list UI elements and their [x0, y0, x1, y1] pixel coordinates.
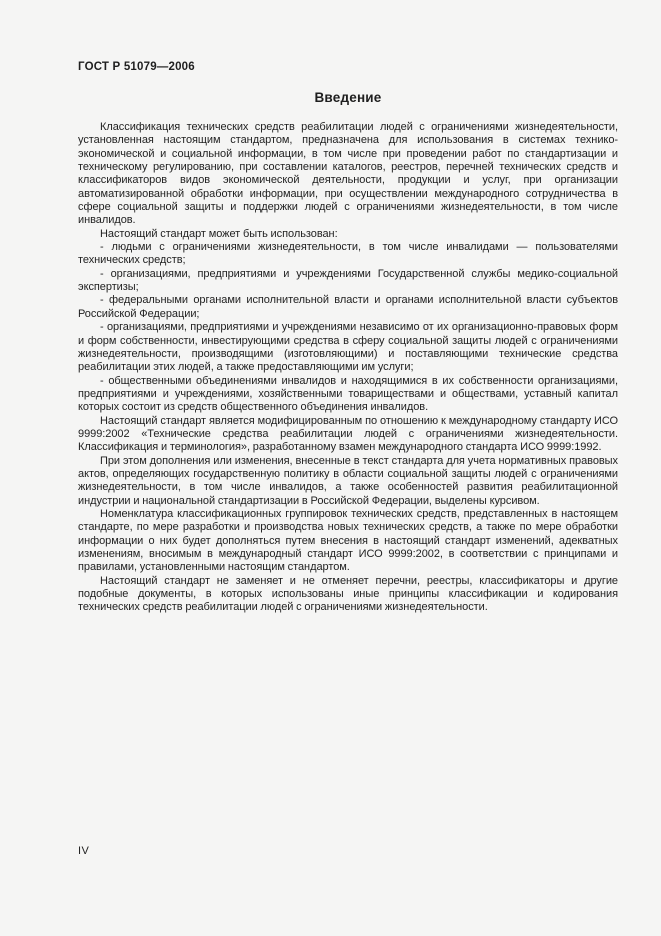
list-item-paragraph: - организациями, предприятиями и учреждениями независимо от их организационно-правовых форм и форм собственности, инвестирующими средства в сферу социальной защиты людей с ограничениями жизнедеятельности, производящими (изготовляющими) и поставляющими технические средства реабилитации этих людей, а также предоставляющими им услуги; [78, 321, 618, 374]
list-item-paragraph: - федеральными органами исполнительной власти и органами исполнительной власти субъектов Российской Федерации; [78, 294, 618, 320]
paragraph: Настоящий стандарт является модифицированным по отношению к международному стандарту ИСО 9999:2002 «Технические средства реабилитации людей с ограничениями жизнедеятельности. Классификация и терминология», разработанному взамен международного стандарта ИСО 9999:1992. [78, 414, 618, 454]
list-item-paragraph: - общественными объединениями инвалидов и находящимися в их собственности организациями, предприятиями и учреждениями, хозяйственными товариществами и обществами, уставный капитал которых состоит из средств общественного объединения инвалидов. [78, 374, 618, 414]
paragraph: Настоящий стандарт не заменяет и не отменяет перечни, реестры, классификаторы и другие подобные документы, в которых использованы иные принципы классификации и кодирования технических средств реабилитации людей с ограничениями жизнедеятельности. [78, 574, 618, 614]
section-title: Введение [314, 90, 382, 105]
page-content [78, 90, 618, 615]
paragraph: При этом дополнения или изменения, внесенные в текст стандарта для учета нормативных правовых актов, определяющих государственную политику в области социальной защиты людей с ограничениями жизнедеятельности, в том числе инвалидов, а также особенностей развития реабилитационной индустрии и национальной стандартизации в Российской Федерации, выделены курсивом. [78, 454, 618, 507]
list-item-paragraph: - людьми с ограничениями жизнедеятельности, в том числе инвалидами — пользователями технических средств; [78, 241, 618, 267]
paragraph: Номенклатура классификационных группировок технических средств, представленных в настоящем стандарте, по мере разработки и производства новых технических средств, а также по мере обработки информации о них будет дополняться путем внесения в настоящий стандарт изменений, адекватных изменениям, вносимым в международный стандарт ИСО 9999:2002, в соответствии с принципами и правилами, установленными настоящим стандартом. [78, 507, 618, 574]
doc-number: ГОСТ Р 51079—2006 [78, 61, 195, 73]
paragraph: Настоящий стандарт может быть использован: [100, 227, 338, 240]
paragraph: Классификация технических средств реабилитации людей с ограничениями жизнедеятельности, установленная настоящим стандартом, предназначена для использования в системах технико-экономической и социальной информации, в том числе при проведении работ по стандартизации и техническому регулированию, при составлении каталогов, реестров, перечней технических средств и классификаторов видов экономической деятельности, продукции и услуг, при организации автоматизированной обработки информации, при осуществлении международного сотрудничества в сфере социальной защиты и поддержки людей с ограничениями жизнедеятельности, в том числе инвалидов. [78, 121, 618, 227]
list-item-paragraph: - организациями, предприятиями и учреждениями Государственной службы медико-социальной экспертизы; [78, 267, 618, 294]
introduction-text [78, 121, 618, 615]
page-number: IV [78, 845, 90, 857]
